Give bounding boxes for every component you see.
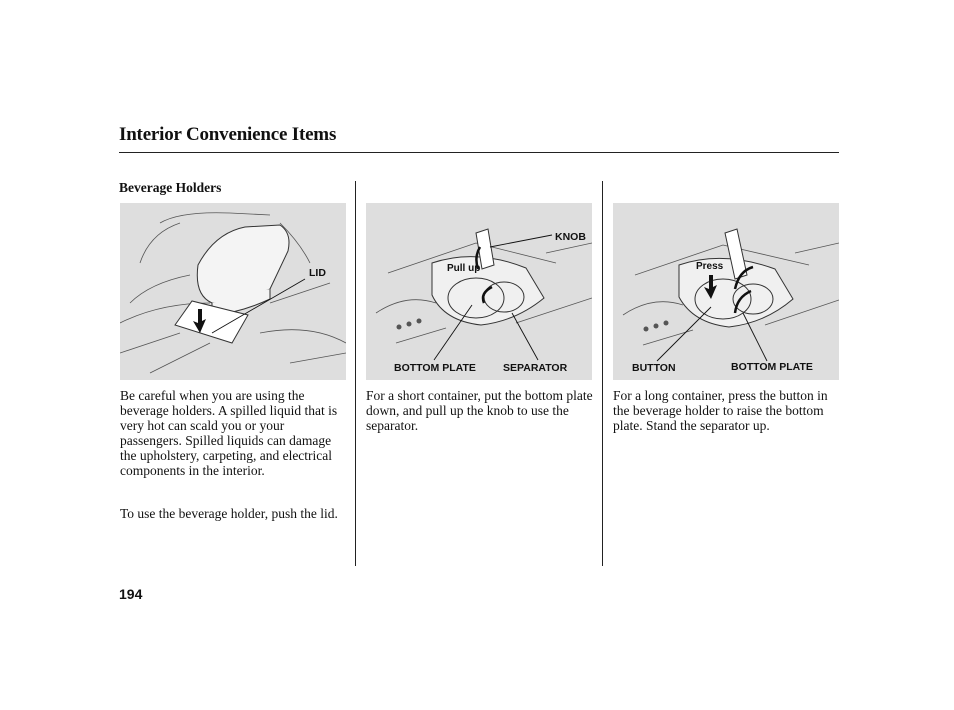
bottom-plate-label: BOTTOM PLATE [394,362,476,374]
long-container-illustration [613,203,839,380]
bottom-plate-label: BOTTOM PLATE [731,361,813,373]
subheading: Beverage Holders [119,180,222,195]
lid-label: LID [309,267,326,279]
long-container-drawing [613,203,839,380]
press-label: Press [696,261,724,272]
column-divider-left [355,181,356,566]
caution-paragraph: Be careful when you are using the beverage holders. A spilled liquid that is very hot can scald you or your passengers. Spilled liquids can damage the upholstery, carpeting, and electrical components in the interior. [120,388,338,478]
long-container-paragraph: For a long container, press the button in the beverage holder to raise the bottom plate. Stand the separator up. [613,388,828,433]
knob-label: KNOB [555,231,586,243]
push-lid-paragraph: To use the beverage holder, push the lid. [120,506,338,521]
button-label: BUTTON [632,362,676,374]
short-container-paragraph: For a short container, put the bottom plate down, and pull up the knob to use the separator. [366,388,593,433]
short-container-illustration [366,203,592,380]
page-number: 194 [119,586,143,602]
armrest-drawing [120,203,346,380]
short-container-drawing [366,203,592,380]
pull-up-label: Pull up [447,263,481,274]
separator-label: SEPARATOR [503,362,568,374]
armrest-illustration [120,203,346,380]
section-title: Interior Convenience Items [119,124,337,145]
title-divider [119,152,839,153]
column-divider-right [602,181,603,566]
